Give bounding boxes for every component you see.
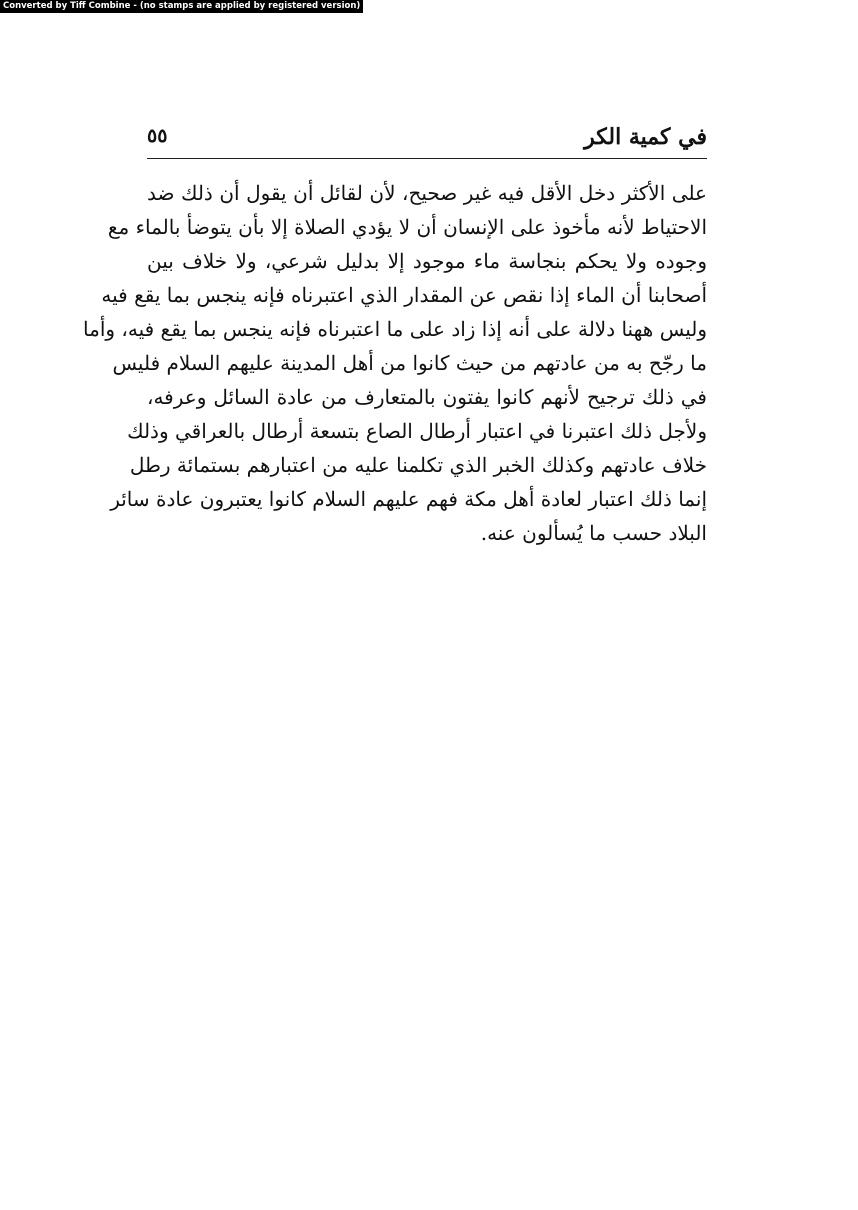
chapter-title: في كمية الكر — [584, 124, 707, 150]
text-line: على الأكثر دخل الأقل فيه غير صحيح، لأن لقائل أن يقول أن ذلك ضد — [147, 181, 707, 205]
body-text — [83, 176, 707, 550]
running-header — [147, 118, 707, 159]
page-number: ٥٥ — [147, 125, 168, 147]
text-line: الاحتياط لأنه مأخوذ على الإنسان أن لا يؤدي الصلاة إلا بأن يتوضأ بالماء مع — [107, 215, 707, 239]
text-line: ما رجّح به من عادتهم من حيث كانوا من أهل المدينة عليهم السلام فليس — [112, 351, 707, 375]
text-line: خلاف عادتهم وكذلك الخبر الذي تكلمنا عليه من اعتبارهم بستمائة رطل — [129, 453, 707, 477]
text-line: أصحابنا أن الماء إذا نقص عن المقدار الذي اعتبرناه فإنه ينجس بما يقع فيه — [101, 283, 707, 307]
text-line: ولأجل ذلك اعتبرنا في اعتبار أرطال الصاع بتسعة أرطال بالعراقي وذلك — [127, 419, 707, 443]
text-line: في ذلك ترجيح لأنهم كانوا يفتون بالمتعارف من عادة السائل وعرفه، — [147, 385, 707, 409]
conversion-banner: Converted by Tiff Combine - (no stamps are applied by registered version) — [0, 0, 363, 13]
text-line: إنما ذلك اعتبار لعادة أهل مكة فهم عليهم السلام كانوا يعتبرون عادة سائر — [110, 487, 707, 511]
text-line: وليس ههنا دلالة على أنه إذا زاد على ما اعتبرناه فإنه ينجس بما يقع فيه، وأما — [83, 317, 707, 341]
text-line: البلاد حسب ما يُسألون عنه. — [480, 521, 707, 545]
text-line: وجوده ولا يحكم بنجاسة ماء موجود إلا بدليل شرعي، ولا خلاف بين — [147, 249, 707, 273]
